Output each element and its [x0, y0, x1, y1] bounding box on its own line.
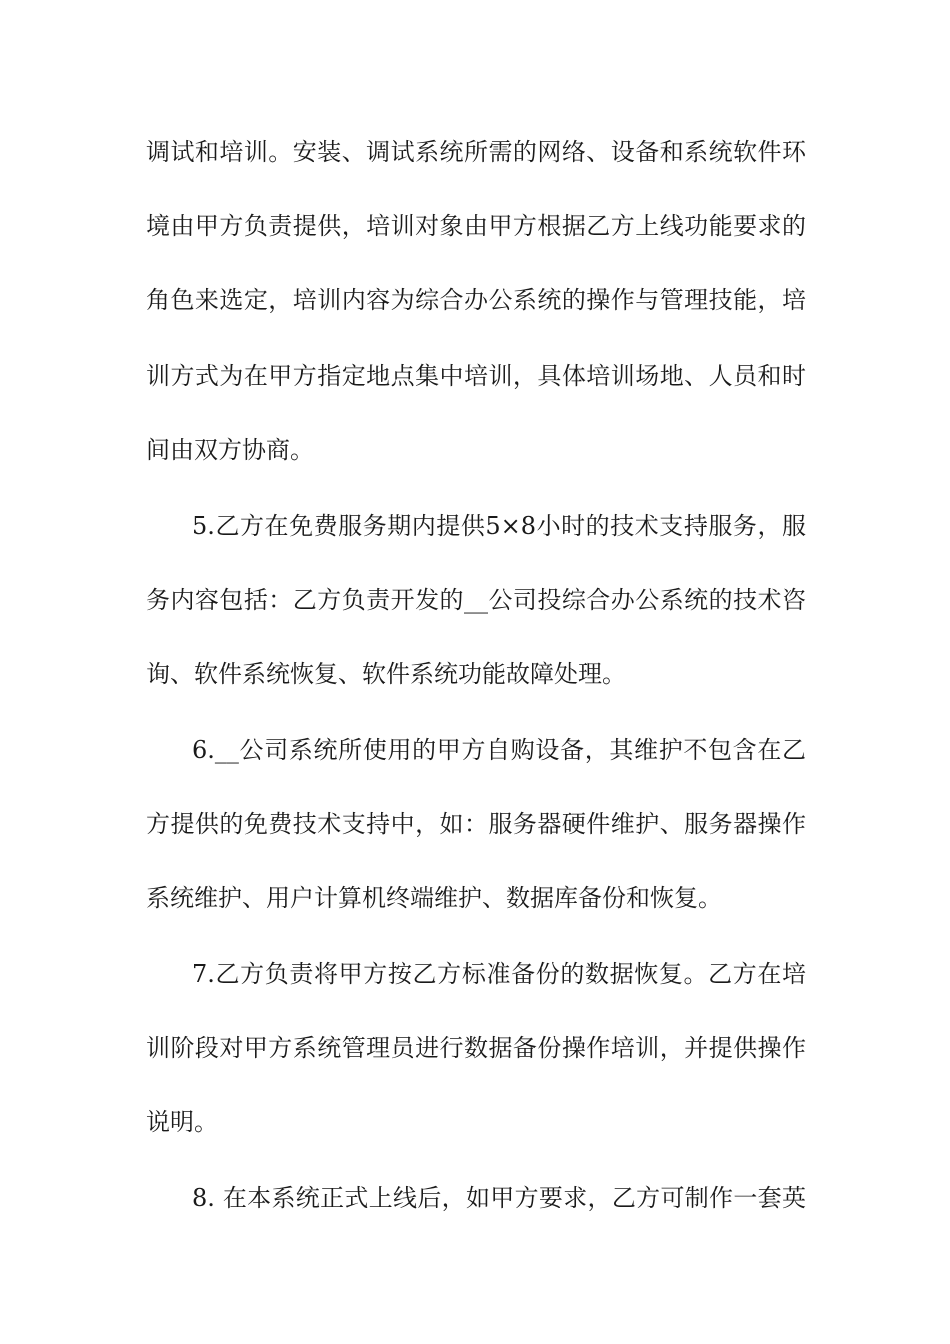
text-line: 8. 在本系统正式上线后，如甲方要求，乙方可制作一套英	[192, 1184, 806, 1212]
text-line: 7.乙方负责将甲方按乙方标准备份的数据恢复。乙方在培	[192, 960, 806, 988]
text-line: 训方式为在甲方指定地点集中培训，具体培训场地、人员和时	[146, 362, 806, 390]
text-line: 说明。	[146, 1108, 218, 1136]
text-line: 系统维护、用户计算机终端维护、数据库备份和恢复。	[146, 884, 722, 912]
text-line: 训阶段对甲方系统管理员进行数据备份操作培训，并提供操作	[146, 1034, 806, 1062]
text-line: 务内容包括：乙方负责开发的__公司投综合办公系统的技术咨	[146, 586, 806, 614]
text-line: 间由双方协商。	[146, 436, 314, 464]
text-line: 境由甲方负责提供，培训对象由甲方根据乙方上线功能要求的	[146, 212, 806, 240]
text-line: 6.__公司系统所使用的甲方自购设备，其维护不包含在乙	[192, 736, 806, 764]
text-line: 5.乙方在免费服务期内提供5×8小时的技术支持服务，服	[192, 512, 806, 540]
text-line: 调试和培训。安装、调试系统所需的网络、设备和系统软件环	[146, 138, 806, 166]
text-line: 询、软件系统恢复、软件系统功能故障处理。	[146, 660, 626, 688]
text-line: 角色来选定，培训内容为综合办公系统的操作与管理技能，培	[146, 286, 806, 314]
text-line: 方提供的免费技术支持中，如：服务器硬件维护、服务器操作	[146, 810, 806, 838]
